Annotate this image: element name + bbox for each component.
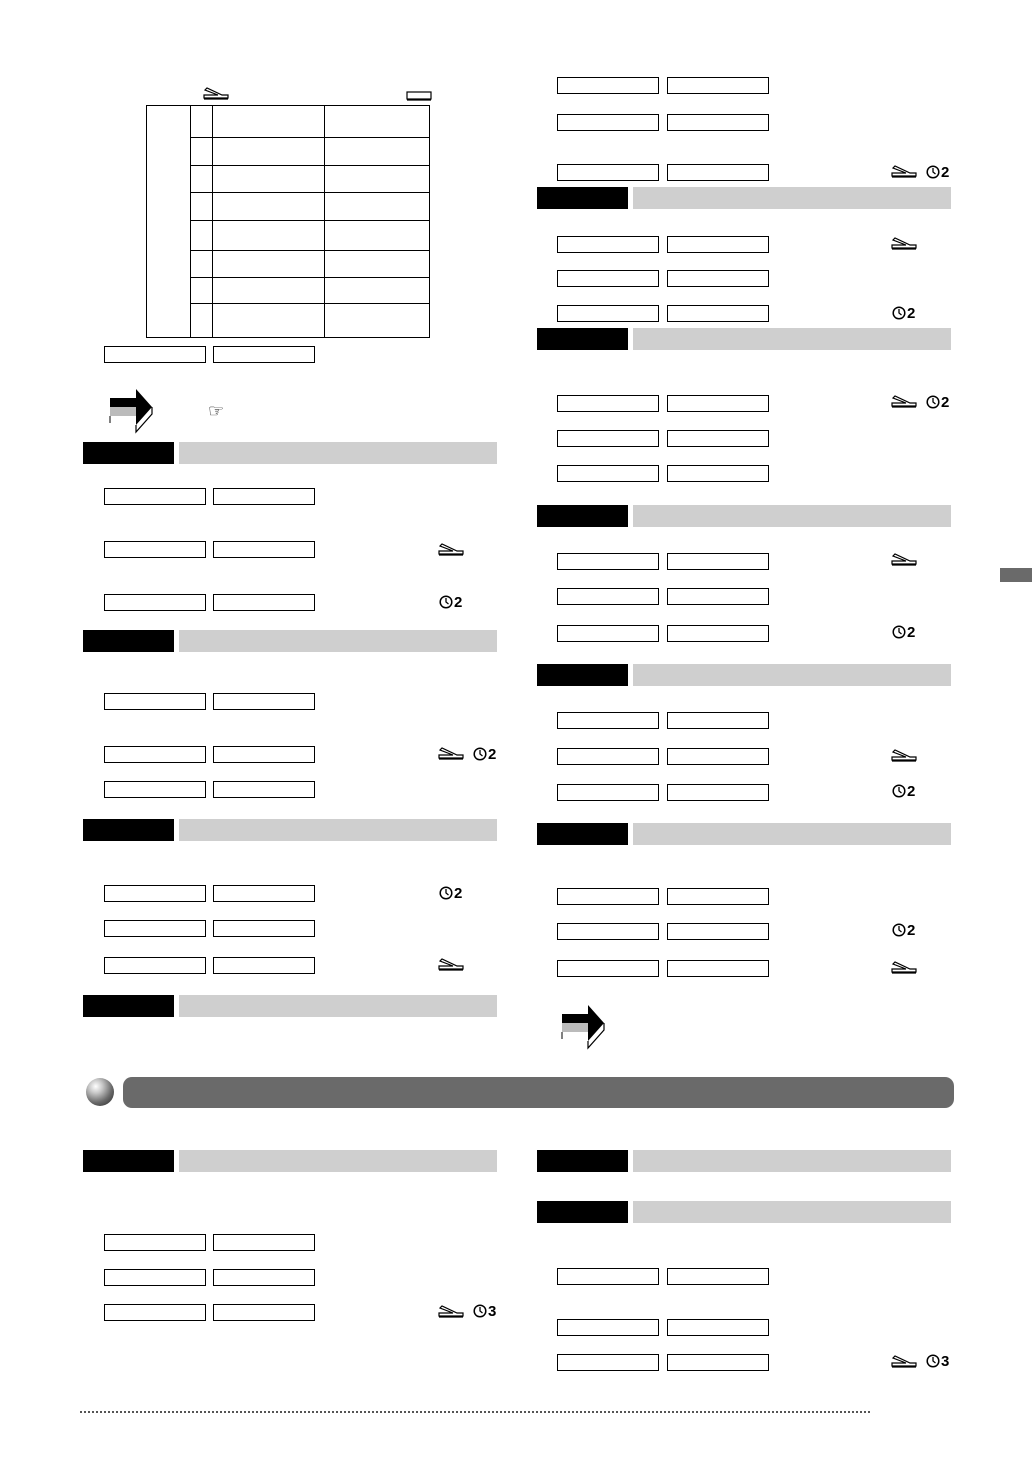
setting-box — [213, 488, 315, 505]
timer-value: 2 — [488, 745, 497, 763]
setting-box — [557, 960, 659, 977]
setting-box — [213, 594, 315, 611]
setting-box — [667, 465, 769, 482]
setting-box — [557, 1354, 659, 1371]
chapter-banner — [123, 1077, 954, 1108]
timer-icon — [926, 393, 949, 411]
section-header — [537, 1150, 951, 1172]
setting-box — [557, 748, 659, 765]
section-header — [83, 442, 497, 464]
setting-box — [667, 712, 769, 729]
timer-value: 2 — [907, 782, 916, 800]
foot-pedal-pressed-icon — [203, 86, 229, 100]
setting-box — [667, 748, 769, 765]
timer-value: 2 — [454, 593, 463, 611]
setting-box — [557, 430, 659, 447]
foot-pedal-pressed-icon — [438, 957, 464, 971]
setting-box — [557, 164, 659, 181]
setting-box — [213, 1269, 315, 1286]
setting-box — [667, 164, 769, 181]
foot-pedal-pressed-icon — [891, 164, 917, 178]
setting-box — [213, 1234, 315, 1251]
setting-box — [104, 488, 206, 505]
timer-icon — [473, 1302, 496, 1320]
next-arrow-icon — [106, 386, 156, 434]
section-header — [537, 187, 951, 209]
section-header — [83, 819, 497, 841]
setting-box — [104, 781, 206, 798]
section-header — [537, 1201, 951, 1223]
section-header — [537, 505, 951, 527]
timer-value: 3 — [941, 1352, 950, 1370]
setting-box — [213, 746, 315, 763]
timer-icon — [892, 304, 915, 322]
setting-box — [104, 594, 206, 611]
setting-box — [104, 1269, 206, 1286]
foot-pedal-pressed-icon — [438, 542, 464, 556]
timer-icon — [892, 623, 915, 641]
setting-box — [557, 923, 659, 940]
setting-box — [557, 784, 659, 801]
setting-box — [213, 541, 315, 558]
section-header — [83, 630, 497, 652]
setting-box — [557, 465, 659, 482]
setting-box — [557, 77, 659, 94]
setting-box — [667, 588, 769, 605]
chapter-tab — [1000, 568, 1032, 582]
setting-box — [667, 430, 769, 447]
setting-box — [557, 1268, 659, 1285]
setting-box — [104, 693, 206, 710]
setting-box — [557, 114, 659, 131]
section-ball-icon — [86, 1078, 114, 1106]
setting-box — [557, 625, 659, 642]
foot-pedal-pressed-icon — [891, 394, 917, 408]
setting-box — [667, 1319, 769, 1336]
setting-box — [557, 588, 659, 605]
setting-box — [667, 923, 769, 940]
setting-box — [557, 553, 659, 570]
setting-box — [557, 888, 659, 905]
section-header — [537, 328, 951, 350]
foot-pedal-pressed-icon — [891, 748, 917, 762]
hand-pointer-icon: ☞ — [208, 401, 225, 421]
pedal-settings-table — [146, 105, 430, 338]
foot-pedal-released-icon — [406, 88, 432, 102]
foot-pedal-pressed-icon — [891, 552, 917, 566]
timer-icon — [926, 163, 949, 181]
timer-icon — [439, 884, 462, 902]
setting-box — [667, 625, 769, 642]
setting-box — [667, 1354, 769, 1371]
foot-pedal-pressed-icon — [891, 960, 917, 974]
section-header — [537, 823, 951, 845]
setting-box — [213, 885, 315, 902]
setting-box — [667, 395, 769, 412]
timer-icon — [473, 745, 496, 763]
setting-box — [557, 236, 659, 253]
setting-box — [104, 885, 206, 902]
section-header — [83, 995, 497, 1017]
timer-icon — [892, 782, 915, 800]
setting-box — [667, 888, 769, 905]
setting-box — [104, 541, 206, 558]
timer-value: 2 — [941, 163, 950, 181]
setting-box — [557, 395, 659, 412]
setting-box — [104, 920, 206, 937]
setting-box — [667, 960, 769, 977]
setting-box — [667, 77, 769, 94]
setting-box — [557, 305, 659, 322]
setting-box — [213, 957, 315, 974]
footer-divider — [80, 1411, 870, 1413]
timer-icon — [439, 593, 462, 611]
setting-box — [104, 746, 206, 763]
setting-box — [667, 114, 769, 131]
setting-box — [213, 346, 315, 363]
foot-pedal-pressed-icon — [891, 1354, 917, 1368]
setting-box — [667, 236, 769, 253]
next-arrow-icon — [558, 1002, 608, 1050]
setting-box — [667, 553, 769, 570]
setting-box — [557, 712, 659, 729]
timer-value: 2 — [907, 623, 916, 641]
setting-box — [557, 270, 659, 287]
timer-value: 3 — [488, 1302, 497, 1320]
setting-box — [104, 1234, 206, 1251]
section-header — [537, 664, 951, 686]
timer-icon — [892, 921, 915, 939]
setting-box — [213, 693, 315, 710]
setting-box — [557, 1319, 659, 1336]
section-header — [83, 1150, 497, 1172]
timer-value: 2 — [907, 921, 916, 939]
setting-box — [104, 957, 206, 974]
setting-box — [213, 781, 315, 798]
setting-box — [104, 1304, 206, 1321]
setting-box — [667, 784, 769, 801]
timer-value: 2 — [907, 304, 916, 322]
foot-pedal-pressed-icon — [891, 236, 917, 250]
setting-box — [667, 305, 769, 322]
setting-box — [213, 1304, 315, 1321]
setting-box — [667, 1268, 769, 1285]
setting-box — [104, 346, 206, 363]
timer-icon — [926, 1352, 949, 1370]
setting-box — [667, 270, 769, 287]
timer-value: 2 — [941, 393, 950, 411]
foot-pedal-pressed-icon — [438, 1304, 464, 1318]
setting-box — [213, 920, 315, 937]
timer-value: 2 — [454, 884, 463, 902]
foot-pedal-pressed-icon — [438, 746, 464, 760]
